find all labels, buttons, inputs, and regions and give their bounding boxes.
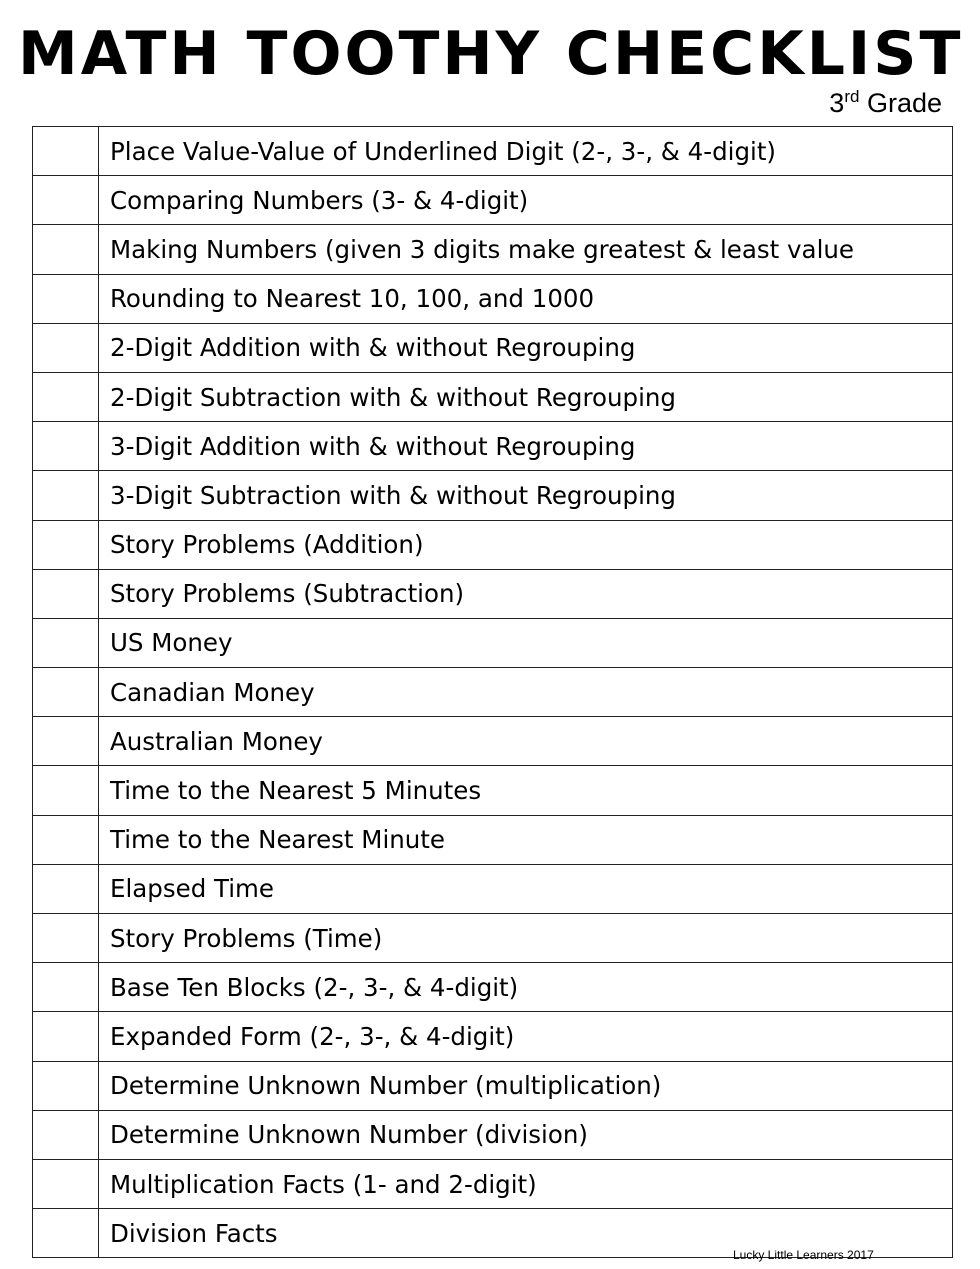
checklist-row [33, 520, 953, 569]
check-box[interactable] [33, 963, 99, 1012]
check-box[interactable] [33, 569, 99, 618]
check-box[interactable] [33, 471, 99, 520]
check-box[interactable] [33, 1110, 99, 1159]
checklist-row [33, 1061, 953, 1110]
checklist-row [33, 471, 953, 520]
checklist-row [33, 1012, 953, 1061]
checklist-row [33, 618, 953, 667]
checklist-item: US Money [99, 618, 953, 667]
checklist-item: Division Facts [99, 1209, 953, 1258]
checklist-row [33, 914, 953, 963]
check-box[interactable] [33, 1012, 99, 1061]
check-box[interactable] [33, 176, 99, 225]
check-box[interactable] [33, 225, 99, 274]
checklist-row [33, 372, 953, 421]
grade-word: Grade [866, 88, 942, 118]
checklist-item: 2-Digit Addition with & without Regrouping [99, 323, 953, 372]
checklist-item: Making Numbers (given 3 digits make greatest & least value [99, 225, 953, 274]
check-box[interactable] [33, 323, 99, 372]
check-box[interactable] [33, 1159, 99, 1208]
checklist-item: Multiplication Facts (1- and 2-digit) [99, 1159, 953, 1208]
checklist-row [33, 127, 953, 176]
checklist-item: Comparing Numbers (3- & 4-digit) [99, 176, 953, 225]
checklist-item: Australian Money [99, 717, 953, 766]
checklist-row [33, 963, 953, 1012]
footer-credit: Lucky Little Learners 2017 [733, 1248, 874, 1262]
grade-ordinal-suffix: rd [844, 87, 860, 106]
check-box[interactable] [33, 668, 99, 717]
grade-label [829, 86, 942, 120]
checklist-item: Determine Unknown Number (division) [99, 1110, 953, 1159]
checklist-item: Canadian Money [99, 668, 953, 717]
checklist-row [33, 864, 953, 913]
checklist-item: Story Problems (Addition) [99, 520, 953, 569]
checklist-row [33, 766, 953, 815]
check-box[interactable] [33, 914, 99, 963]
checklist-item: Place Value-Value of Underlined Digit (2-, 3-, & 4-digit) [99, 127, 953, 176]
checklist-row [33, 176, 953, 225]
checklist-row [33, 717, 953, 766]
checklist-row [33, 225, 953, 274]
page-title: MATH TOOTHY CHECKLIST [18, 19, 964, 89]
check-box[interactable] [33, 1061, 99, 1110]
checklist-item: Elapsed Time [99, 864, 953, 913]
check-box[interactable] [33, 1209, 99, 1258]
checklist-row [33, 668, 953, 717]
grade-number: 3 [829, 88, 845, 118]
checklist-item: 2-Digit Subtraction with & without Regrouping [99, 372, 953, 421]
checklist-item: Time to the Nearest Minute [99, 815, 953, 864]
checklist-row [33, 422, 953, 471]
checklist-row [33, 815, 953, 864]
checklist-row [33, 274, 953, 323]
checklist-body [33, 127, 953, 1258]
checklist-item: Story Problems (Time) [99, 914, 953, 963]
check-box[interactable] [33, 520, 99, 569]
check-box[interactable] [33, 766, 99, 815]
check-box[interactable] [33, 274, 99, 323]
checklist-row [33, 569, 953, 618]
checklist-item: Time to the Nearest 5 Minutes [99, 766, 953, 815]
checklist-row [33, 1159, 953, 1208]
checklist-item: Determine Unknown Number (multiplication) [99, 1061, 953, 1110]
check-box[interactable] [33, 127, 99, 176]
check-box[interactable] [33, 815, 99, 864]
check-box[interactable] [33, 372, 99, 421]
checklist-row [33, 1110, 953, 1159]
check-box[interactable] [33, 717, 99, 766]
checklist-item: Story Problems (Subtraction) [99, 569, 953, 618]
check-box[interactable] [33, 422, 99, 471]
checklist-item: Expanded Form (2-, 3-, & 4-digit) [99, 1012, 953, 1061]
checklist-item: 3-Digit Addition with & without Regrouping [99, 422, 953, 471]
checklist-item: Rounding to Nearest 10, 100, and 1000 [99, 274, 953, 323]
check-box[interactable] [33, 618, 99, 667]
checklist-table [32, 126, 953, 1258]
checklist-item: Base Ten Blocks (2-, 3-, & 4-digit) [99, 963, 953, 1012]
checklist-row [33, 323, 953, 372]
check-box[interactable] [33, 864, 99, 913]
checklist-item: 3-Digit Subtraction with & without Regrouping [99, 471, 953, 520]
